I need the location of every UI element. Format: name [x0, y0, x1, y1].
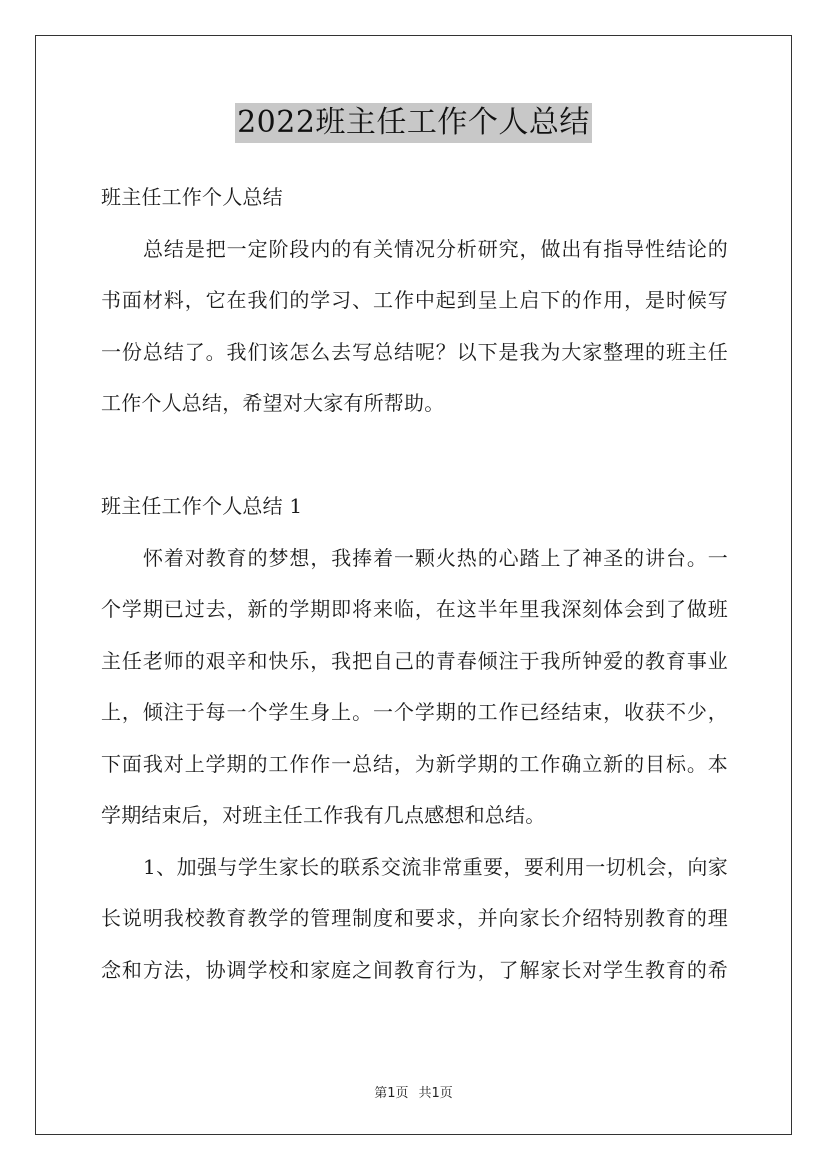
paragraph-line: 怀着对教育的梦想，我捧着一颗火热的心踏上了神圣的讲台。一	[143, 545, 728, 570]
paragraph-line: 个学期已过去，新的学期即将来临，在这半年里我深刻体会到了做班	[101, 597, 728, 621]
paragraph-line: 总结是把一定阶段内的有关情况分析研究，做出有指导性结论的	[143, 236, 728, 261]
paragraph-line: 长说明我校教育教学的管理制度和要求，并向家长介绍特别教育的理	[101, 906, 728, 930]
paragraph-line: 工作个人总结，希望对大家有所帮助。	[101, 391, 445, 415]
paragraph-line: 一份总结了。我们该怎么去写总结呢？以下是我为大家整理的班主任	[101, 339, 728, 364]
document-title: 2022班主任工作个人总结	[235, 103, 592, 143]
paragraph-line: 念和方法，协调学校和家庭之间教育行为，了解家长对学生教育的希	[101, 957, 728, 982]
paragraph	[101, 533, 728, 842]
title-wrap	[0, 103, 827, 143]
paragraph-line: 学期结束后，对班主任工作我有几点感想和总结。	[101, 803, 546, 827]
paragraph-line: 1、加强与学生家长的联系交流非常重要，要利用一切机会，向家	[143, 854, 728, 879]
section-heading: 班主任工作个人总结 1	[101, 494, 303, 518]
paragraph-line: 下面我对上学期的工作作一总结，为新学期的工作确立新的目标。本	[101, 751, 728, 776]
section-heading: 班主任工作个人总结	[101, 185, 283, 209]
page-total: 共1页	[418, 1086, 453, 1101]
page-footer	[0, 1082, 827, 1101]
paragraph-line: 主任老师的艰辛和快乐，我把自己的青春倾注于我所钟爱的教育事业	[101, 648, 728, 673]
paragraph-line: 书面材料，它在我们的学习、工作中起到呈上启下的作用，是时候写	[101, 288, 728, 312]
section-gap	[101, 430, 728, 482]
page-number: 第1页	[374, 1086, 409, 1101]
paragraph	[101, 224, 728, 430]
paragraph-line: 上，倾注于每一个学生身上。一个学期的工作已经结束，收获不少，	[101, 700, 728, 724]
document-body	[101, 172, 728, 996]
paragraph	[101, 842, 728, 997]
